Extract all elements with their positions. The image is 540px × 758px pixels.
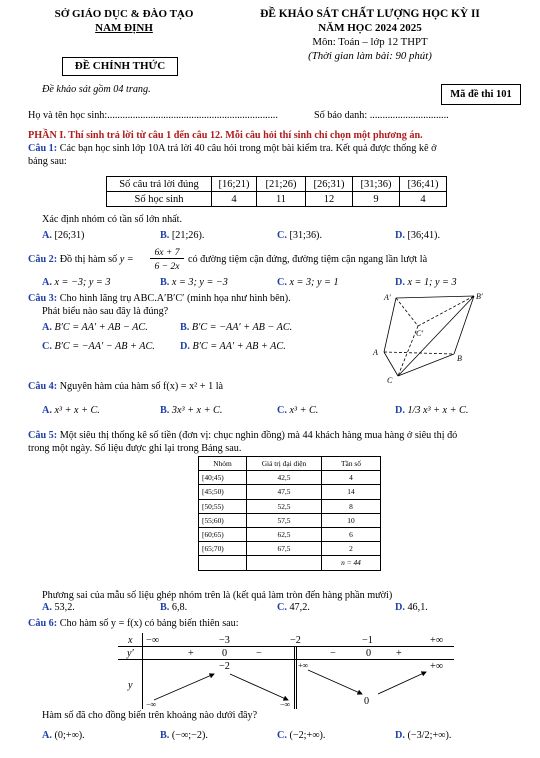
q2-option-b[interactable]: B. x = 3; y = −3 [160,277,228,288]
q6-label: Câu 6: [28,618,58,629]
q5-header: Giá trị đại diện [247,457,322,471]
q6-option-b[interactable]: B. (−∞;−2). [160,730,208,741]
q3-label: Câu 3: [28,293,58,304]
q1-text2: bảng sau: [28,156,67,167]
part1-heading: PHẦN I. Thí sinh trả lời từ câu 1 đến câu 12. Mỗi câu hỏi thí sinh chỉ chọn một phương án. [28,130,423,141]
q5-total: n = 44 [322,556,381,570]
q5-header: Nhóm [199,457,247,471]
q5-header: Tần số [322,457,381,471]
q1-option-a[interactable]: A. [26;31) [42,230,85,241]
label-a-prime: A′ [384,293,391,302]
bbt-y-value: −∞ [280,700,291,709]
q6-prompt: Hàm số đã cho đồng biến trên khoảng nào dưới đây? [42,710,258,721]
q5-cell: 42,5 [247,471,322,485]
q2-fraction-den: 6 − 2x [154,261,180,272]
q5-stem: Câu 5: Một siêu thị thống kê số tiền (đơn vị: chục nghìn đồng) mà 44 khách hàng mua hàng ở siêu thị đó [28,430,458,441]
q5-cell: 14 [322,485,381,499]
q6-option-d[interactable]: D. (−3/2;+∞). [395,730,452,741]
q5-prompt: Phương sai của mẫu số liệu ghép nhóm trên là (kết quả làm tròn đến hàng phần mười) [42,590,393,601]
q3-option-c[interactable]: C. B′C = −AA′ − AB + AC. [42,341,155,352]
q5-label: Câu 5: [28,430,58,441]
q5-cell: [40;45) [199,471,247,485]
q1-group: [16;21) [212,177,257,192]
subject-line: Môn: Toán – lớp 12 THPT [312,36,428,48]
q1-text: Các bạn học sinh lớp 10A trả lời 40 câu hỏi trong một bài kiểm tra. Kết quả được thống kê ở [59,143,437,154]
page-count-note: Đề khảo sát gồm 04 trang. [42,84,151,95]
bbt-y-value: −∞ [146,700,157,709]
q5-cell: 6 [322,527,381,541]
label-a: A [373,348,378,357]
q1-count: 11 [257,192,306,207]
bbt-x-value: −2 [290,635,301,646]
q1-label: Câu 1: [28,143,58,154]
q2-fraction-num: 6x + 7 [150,247,184,259]
q4-option-b[interactable]: B. 3x³ + x + C. [160,405,223,416]
q1-count: 12 [306,192,353,207]
bbt-x-value: +∞ [430,635,444,646]
q5-cell: 67,5 [247,542,322,556]
bbt-y-value: −2 [219,661,230,672]
q3-question: Phát biểu nào sau đây là đúng? [42,306,169,317]
q5-option-c[interactable]: C. 47,2. [277,602,310,613]
bbt-sign: 0 [366,648,372,659]
q1-count: 9 [353,192,400,207]
q5-cell: [60;65) [199,527,247,541]
q4-stem [28,381,223,392]
q5-cell: [45;50) [199,485,247,499]
bbt-x-value: −∞ [146,635,160,646]
bbt-arrows [140,660,460,710]
q2-option-d[interactable]: D. x = 1; y = 3 [395,277,457,288]
q1-group: [21;26) [257,177,306,192]
q5-cell: 62,5 [247,527,322,541]
q2-stem: Câu 2: Đồ thị hàm số y = [28,254,134,265]
q1-group: [36;41) [400,177,447,192]
bbt-yprime-label: y′ [127,648,134,659]
label-c-prime: C′ [416,329,424,338]
q2-option-c[interactable]: C. x = 3; y = 1 [277,277,339,288]
q4-option-a[interactable]: A. x³ + x + C. [42,405,100,416]
bbt-y-value: 0 [364,696,370,707]
q5-cell: 57,5 [247,513,322,527]
q5-option-b[interactable]: B. 6,8. [160,602,188,613]
q5-cell: 8 [322,499,381,513]
bbt-y-label: y [128,680,133,691]
q1-group: [26;31) [306,177,353,192]
bbt-sign: 0 [222,648,228,659]
q1-count: 4 [212,192,257,207]
q5-cell: [50;55) [199,499,247,513]
q1-row2-header: Số học sinh [107,192,212,207]
q3-option-d[interactable]: D. B′C = AA′ + AB + AC. [180,341,286,352]
q1-count: 4 [400,192,447,207]
prism-figure [368,288,498,388]
q6-text: Cho hàm số y = f(x) có bảng biến thiên sau: [59,618,239,629]
bbt-sign: + [396,648,402,659]
q5-option-d[interactable]: D. 46,1. [395,602,428,613]
q4-label: Câu 4: [28,381,58,392]
department-name: SỞ GIÁO DỤC & ĐÀO TẠO [54,8,194,20]
department-city: NAM ĐỊNH [95,22,153,34]
q5-grouped-data-table [198,456,381,571]
student-name-field[interactable]: Họ và tên học sinh:................................................................... [28,110,278,121]
q6-option-a[interactable]: A. (0;+∞). [42,730,85,741]
q1-row1-header: Số câu trả lời đúng [107,177,212,192]
q5-cell: [55;60) [199,513,247,527]
q1-prompt: Xác định nhóm có tần số lớn nhất. [42,214,183,225]
q5-cell: 2 [322,542,381,556]
bbt-sign: − [256,648,262,659]
bbt-x-value: −3 [219,635,230,646]
q1-option-d[interactable]: D. [36;41). [395,230,440,241]
bbt-x-value: −1 [362,635,373,646]
q5-option-a[interactable]: A. 53,2. [42,602,75,613]
student-id-field[interactable]: Số báo danh: ............................... [314,110,449,121]
q1-stem [28,143,436,154]
q2-label: Câu 2: [28,254,58,265]
q5-cell: 47,5 [247,485,322,499]
q6-stem [28,618,239,629]
official-badge: ĐỀ CHÍNH THỨC [62,57,178,76]
bbt-y-value: +∞ [298,661,309,670]
q5-cell: 4 [322,471,381,485]
label-c: C [387,376,393,385]
q4-text: Nguyên hàm của hàm số f(x) = x² + 1 là [59,381,224,392]
q5-cell: 10 [322,513,381,527]
q3-option-a[interactable]: A. B′C = AA′ + AB − AC. [42,322,148,333]
q3-option-b[interactable]: B. B′C = −AA′ + AB − AC. [180,322,293,333]
q3-stem: Câu 3: Cho hình lăng trụ ABC.A′B′C′ (minh họa như hình bên). [28,293,291,304]
bbt-sign: − [330,648,336,659]
q5-cell: [65;70) [199,542,247,556]
label-b: B [457,354,462,363]
q4-option-d[interactable]: D. 1/3 x³ + x + C. [395,405,469,416]
q6-option-c[interactable]: C. (−2;+∞). [277,730,326,741]
label-b-prime: B′ [476,292,483,301]
q1-option-c[interactable]: C. [31;36). [277,230,322,241]
q2-option-a[interactable]: A. x = −3; y = 3 [42,277,111,288]
q1-option-b[interactable]: B. [21;26). [160,230,205,241]
bbt-sign: + [188,648,194,659]
school-year: NĂM HỌC 2024 2025 [318,22,422,34]
q1-frequency-table [106,176,447,207]
exam-title: ĐỀ KHẢO SÁT CHẤT LƯỢNG HỌC KỲ II [260,8,480,20]
q5-text2: trong một ngày. Số liệu được ghi lại trong Bảng sau. [28,443,242,454]
exam-code-box: Mã đề thi 101 [441,84,521,105]
time-limit: (Thời gian làm bài: 90 phút) [308,50,432,62]
bbt-y-value: +∞ [430,661,444,672]
q5-cell: 52,5 [247,499,322,513]
q4-option-c[interactable]: C. x³ + C. [277,405,319,416]
bbt-x-label: x [128,635,133,646]
q1-group: [31;36) [353,177,400,192]
q2-text: có đường tiệm cận đứng, đường tiệm cận ngang lần lượt là [188,254,428,265]
